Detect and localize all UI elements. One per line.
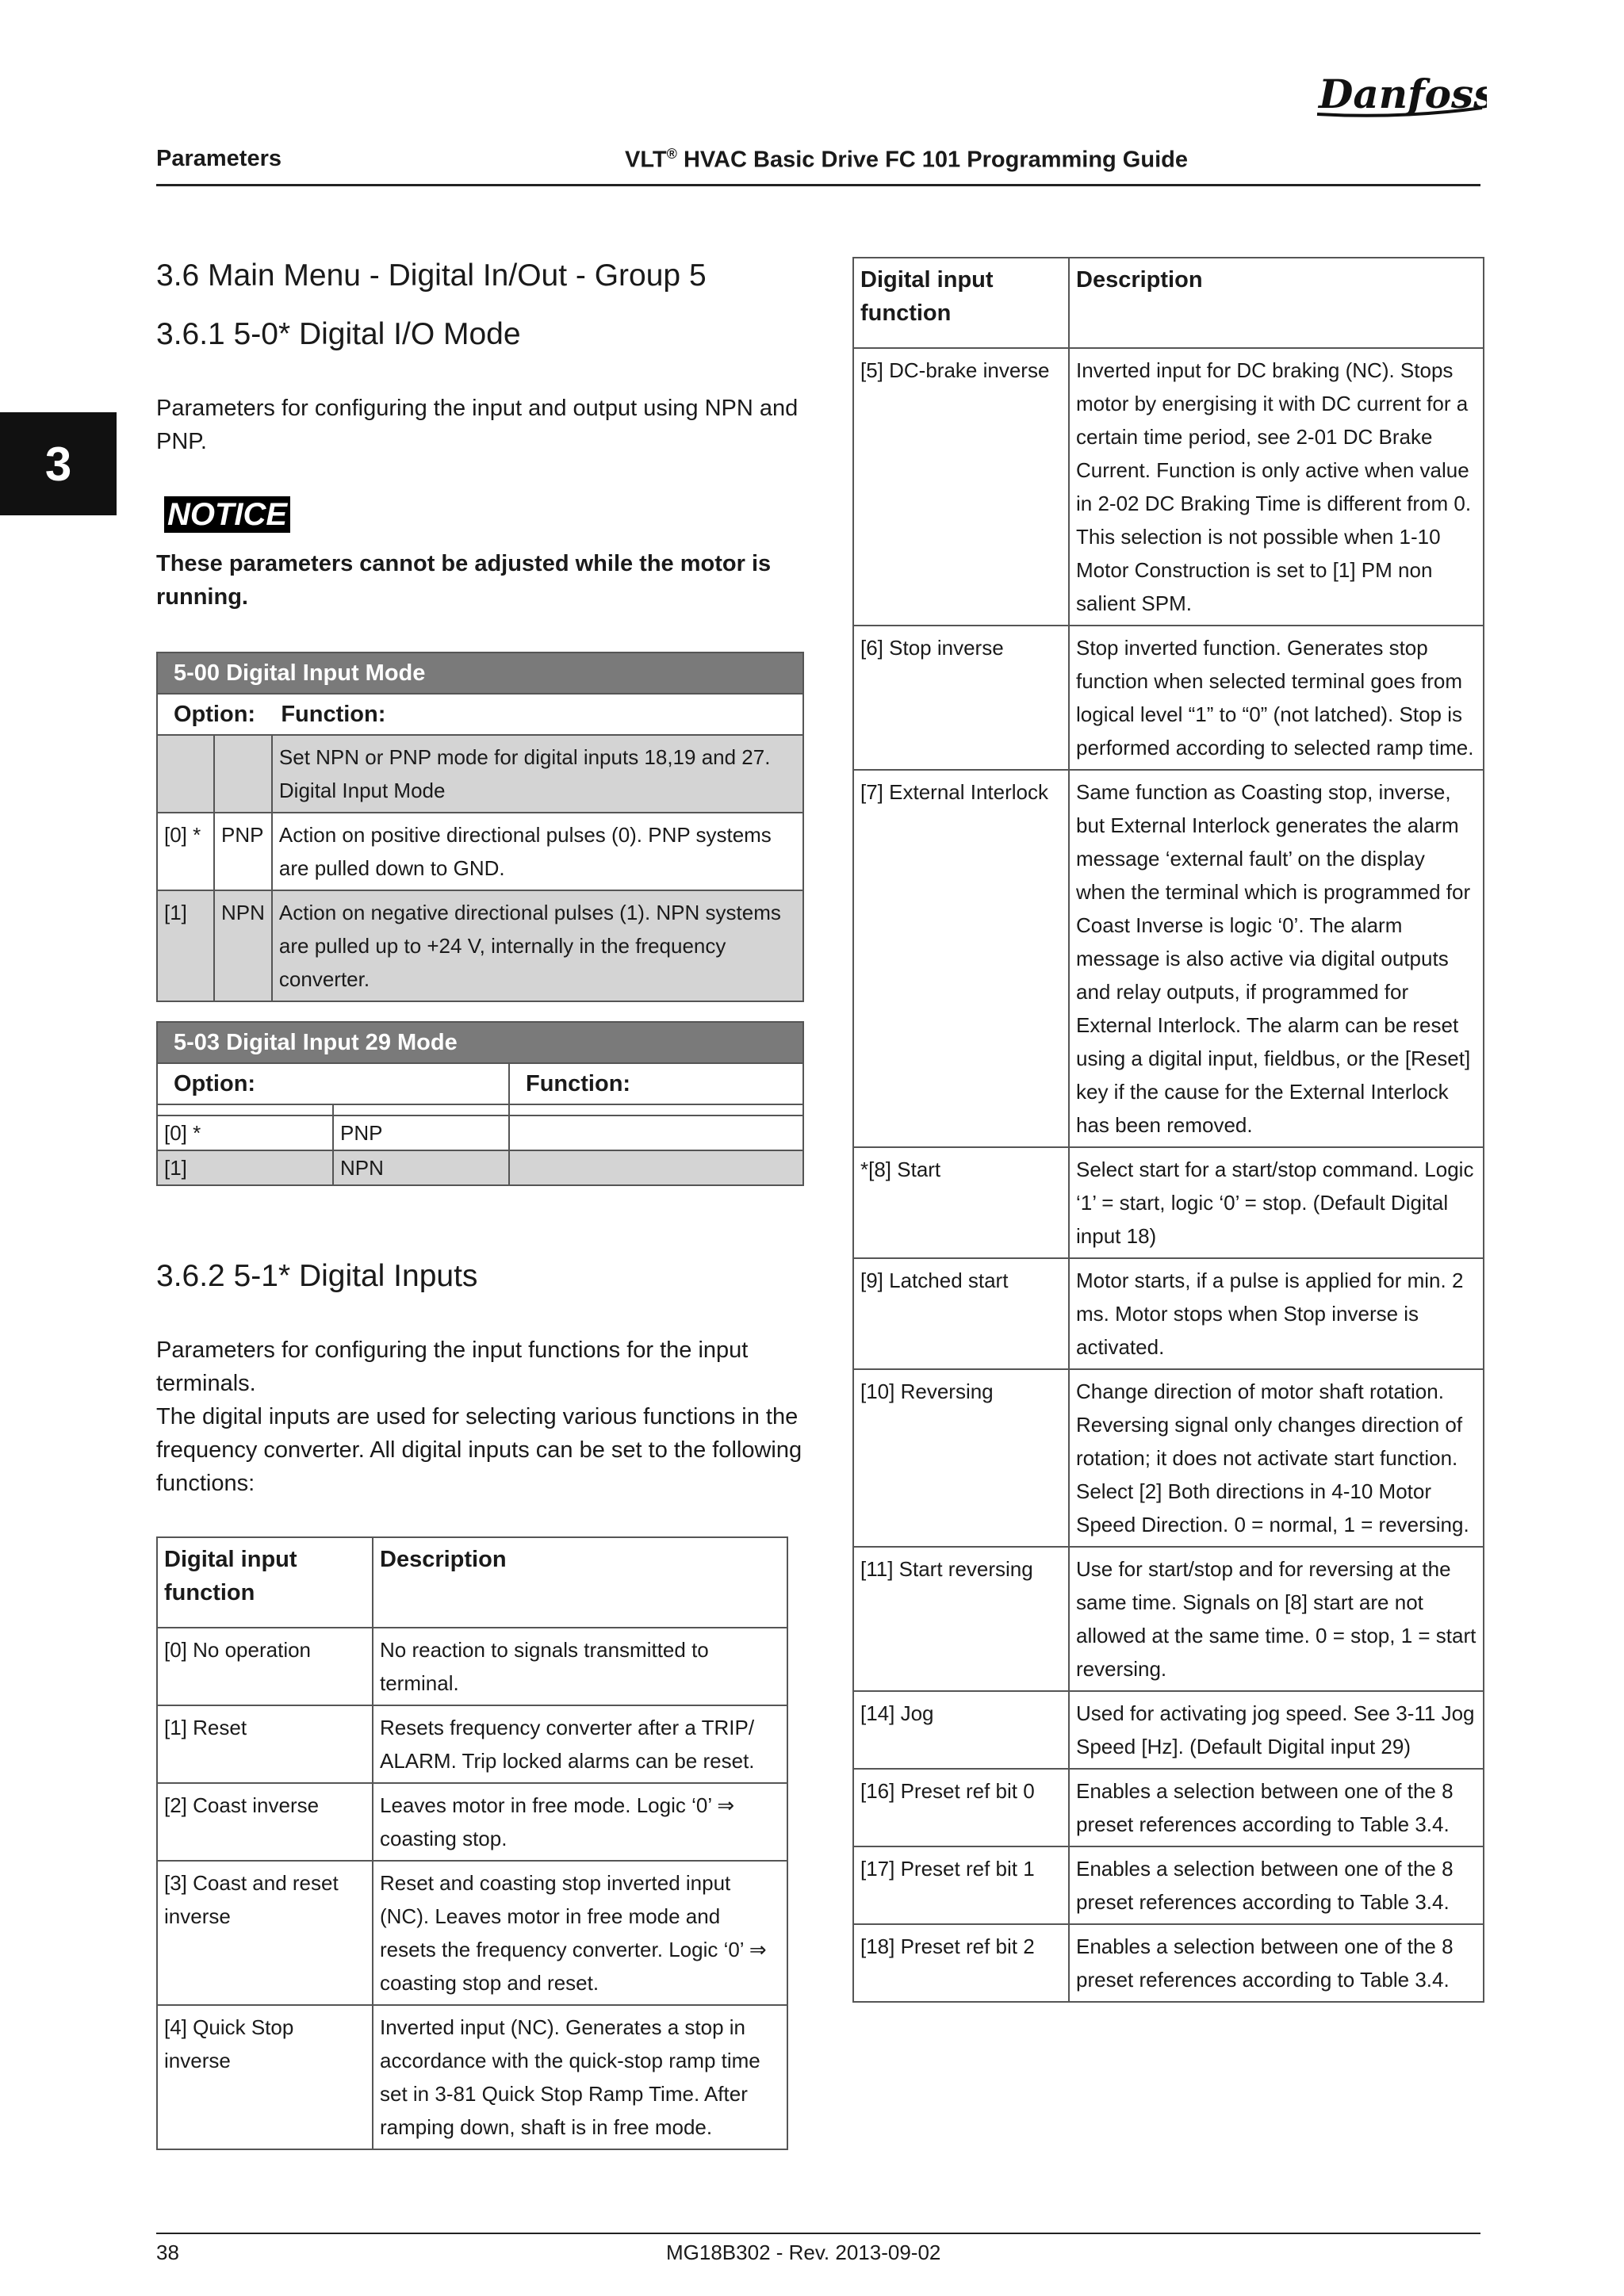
col-function-header: Digital input function <box>157 1537 373 1628</box>
function-description: No reaction to signals transmitted to terminal. <box>373 1628 787 1705</box>
header-rule <box>156 184 1480 186</box>
param-title: 5-00 Digital Input Mode <box>157 652 803 694</box>
table-row <box>853 348 1484 626</box>
function-name: [1] Reset <box>157 1705 373 1783</box>
option-header: Option: <box>157 1063 509 1104</box>
table-row <box>853 1258 1484 1369</box>
table-row: [0] * PNP Action on positive directional pulses (0). PNP systems are pulled down to GND. <box>157 813 803 890</box>
function-description: Inverted input for DC braking (NC). Stops motor by energising it with DC current for a certain time period, see 2-01 DC Brake Current. Function is only active when value in 2-02 DC Braking Time is different from 0. This selection is not possible when 1-10 Motor Construction is set to [1] PM non salient SPM. <box>1069 348 1484 626</box>
header-section: Parameters <box>156 146 282 171</box>
table-row: [1] NPN Action on negative directional pulses (1). NPN systems are pulled up to +24 V, internally in the frequency converter. <box>157 890 803 1001</box>
function-name: [10] Reversing <box>853 1369 1069 1547</box>
table-row <box>157 1705 787 1783</box>
table-row: [0] * PNP <box>157 1115 803 1150</box>
col-description-header: Description <box>373 1537 787 1628</box>
function-description: Select start for a start/stop command. Logic ‘1’ = start, logic ‘0’ = stop. (Default Digital input 18) <box>1069 1147 1484 1258</box>
function-name: [11] Start reversing <box>853 1547 1069 1691</box>
heading-3-6-2: 3.6.2 5-1* Digital Inputs <box>156 1259 478 1293</box>
intro-text: Parameters for configuring the input and output using NPN and PNP. <box>156 396 799 454</box>
table-row <box>853 1846 1484 1924</box>
document-id: MG18B302 - Rev. 2013-09-02 <box>666 2241 941 2264</box>
table-row <box>157 2005 787 2149</box>
function-description: Enables a selection between one of the 8 preset references according to Table 3.4. <box>1069 1924 1484 2002</box>
table-row <box>853 626 1484 770</box>
function-name: [6] Stop inverse <box>853 626 1069 770</box>
heading-3-6-1: 3.6.1 5-0* Digital I/O Mode <box>156 317 521 351</box>
function-name: [3] Coast and reset inverse <box>157 1861 373 2005</box>
table-row <box>157 1628 787 1705</box>
param-5-03-table <box>156 1021 804 1186</box>
heading-3-6: 3.6 Main Menu - Digital In/Out - Group 5 <box>156 258 707 293</box>
table-row: Set NPN or PNP mode for digital inputs 18,19 and 27. Digital Input Mode <box>157 735 803 813</box>
function-name: [17] Preset ref bit 1 <box>853 1846 1069 1924</box>
functions-table-right <box>852 257 1484 2003</box>
function-name: *[8] Start <box>853 1147 1069 1258</box>
function-description: Enables a selection between one of the 8 preset references according to Table 3.4. <box>1069 1769 1484 1846</box>
function-description: Motor starts, if a pulse is applied for min. 2 ms. Motor stops when Stop inverse is activated. <box>1069 1258 1484 1369</box>
function-name: [5] DC-brake inverse <box>853 348 1069 626</box>
functions-table-left <box>156 1536 788 2150</box>
table-row <box>853 1924 1484 2002</box>
table-row <box>853 1691 1484 1769</box>
function-name: [2] Coast inverse <box>157 1783 373 1861</box>
function-description: Stop inverted function. Generates stop function when selected terminal goes from logical level “1” to “0” (not latched). Stop is performed according to selected ramp time. <box>1069 626 1484 770</box>
table-row <box>157 1104 803 1115</box>
function-description: Used for activating jog speed. See 3-11 Jog Speed [Hz]. (Default Digital input 29) <box>1069 1691 1484 1769</box>
function-name: [14] Jog <box>853 1691 1069 1769</box>
param-title: 5-03 Digital Input 29 Mode <box>157 1022 803 1063</box>
function-description: Inverted input (NC). Generates a stop in accordance with the quick-stop ramp time set in 3-81 Quick Stop Ramp Time. After ramping down, shaft is in free mode. <box>373 2005 787 2149</box>
option-function-header: Option: Function: <box>157 694 803 735</box>
page-number: 38 <box>156 2241 179 2264</box>
table-row <box>157 1861 787 2005</box>
digital-inputs-text: Parameters for configuring the input functions for the input terminals. The digital inputs are used for selecting various functions in the frequency converter. All digital inputs can be set to the following functions: <box>156 1337 802 1496</box>
table-row <box>853 770 1484 1147</box>
function-description: Change direction of motor shaft rotation. Reversing signal only changes direction of rotation; it does not activate start function. Select [2] Both directions in 4-10 Motor Speed Direction. 0 = normal, 1 = reversing. <box>1069 1369 1484 1547</box>
function-name: [4] Quick Stop inverse <box>157 2005 373 2149</box>
function-name: [9] Latched start <box>853 1258 1069 1369</box>
table-row <box>853 1369 1484 1547</box>
function-name: [0] No operation <box>157 1628 373 1705</box>
function-description: Leaves motor in free mode. Logic ‘0’ ⇒ coasting stop. <box>373 1783 787 1861</box>
logo-wordmark: Danfoss <box>1319 71 1487 117</box>
notice-text: These parameters cannot be adjusted while the motor is running. <box>156 551 772 610</box>
table-row <box>157 1783 787 1861</box>
table-row <box>853 1147 1484 1258</box>
function-name: [16] Preset ref bit 0 <box>853 1769 1069 1846</box>
function-name: [18] Preset ref bit 2 <box>853 1924 1069 2002</box>
notice-label: NOTICE <box>164 496 290 533</box>
col-description-header: Description <box>1069 258 1484 348</box>
function-name: [7] External Interlock <box>853 770 1069 1147</box>
table-row <box>853 1769 1484 1846</box>
function-description: Same function as Coasting stop, inverse, but External Interlock generates the alarm message ‘external fault’ on the display when the terminal which is programmed for Coast Inverse is logic ‘0’. The alarm message is also active via digital outputs and relay outputs, if programmed for External Interlock. The alarm can be reset using a digital input, fieldbus, or the [Reset] key if the cause for the External Interlock has been removed. <box>1069 770 1484 1147</box>
danfoss-logo <box>1312 62 1487 125</box>
table-row <box>853 1547 1484 1691</box>
param-5-00-table <box>156 652 804 1002</box>
chapter-tab: 3 <box>0 412 117 515</box>
function-description: Use for start/stop and for reversing at the same time. Signals on [8] start are not allowed at the same time. 0 = stop, 1 = start reversing. <box>1069 1547 1484 1691</box>
function-description: Resets frequency converter after a TRIP/ ALARM. Trip locked alarms can be reset. <box>373 1705 787 1783</box>
function-header: Function: <box>509 1063 803 1104</box>
footer-rule <box>156 2233 1480 2234</box>
table-row: [1] NPN <box>157 1150 803 1185</box>
function-description: Enables a selection between one of the 8 preset references according to Table 3.4. <box>1069 1846 1484 1924</box>
header-title: VLT® HVAC Basic Drive FC 101 Programming Guide <box>625 146 1188 173</box>
col-function-header: Digital input function <box>853 258 1069 348</box>
function-description: Reset and coasting stop inverted input (NC). Leaves motor in free mode and resets the frequency converter. Logic ‘0’ ⇒ coasting stop and reset. <box>373 1861 787 2005</box>
